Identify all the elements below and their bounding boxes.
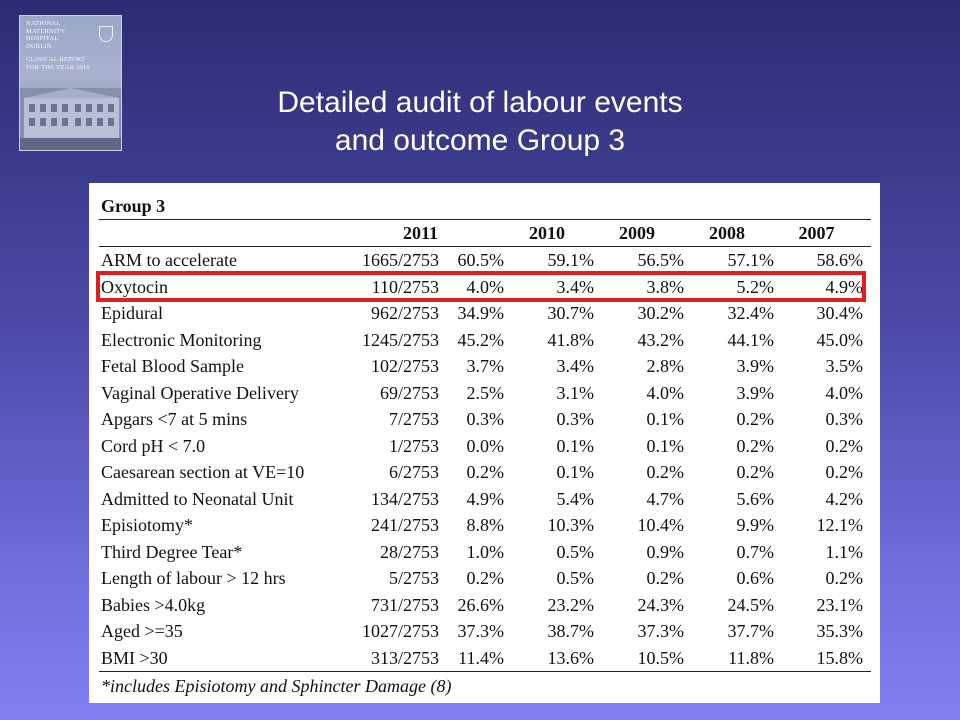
cell-p2011: 26.6% xyxy=(457,594,504,615)
cell-label: BMI >30 xyxy=(101,647,168,668)
cell-frac: 28/2753 xyxy=(379,541,439,562)
cell-frac: 5/2753 xyxy=(388,568,439,588)
cell-p2008: 0.7% xyxy=(736,541,774,562)
table-footnote: *includes Episiotomy and Sphincter Damage (8) xyxy=(101,676,452,696)
table-body xyxy=(99,247,871,671)
cell-p2008: 0.2% xyxy=(736,462,774,482)
cell-p2011: 0.3% xyxy=(466,409,504,429)
table-row xyxy=(99,618,871,645)
cell-p2009: 0.1% xyxy=(646,409,684,429)
cover-subtitle-line: FOR THE YEAR 2010 xyxy=(26,63,90,71)
cell-p2009: 10.4% xyxy=(637,515,684,535)
cell-frac: 962/2753 xyxy=(370,303,439,323)
cell-label: Length of labour > 12 hrs xyxy=(101,568,286,588)
cell-p2011: 60.5% xyxy=(457,250,504,270)
header-cell xyxy=(99,220,502,246)
cell-p2007: 4.2% xyxy=(825,488,863,509)
cell-p2007: 0.3% xyxy=(825,409,863,429)
cell-p2008: 44.1% xyxy=(727,329,774,350)
cell-p2008: 32.4% xyxy=(727,303,774,323)
cell-p2010: 30.7% xyxy=(547,303,594,323)
cell-label: Electronic Monitoring xyxy=(101,329,262,350)
cell-label: Episiotomy* xyxy=(101,515,194,535)
cell-frac: 241/2753 xyxy=(370,515,439,535)
cell-p2011: 4.0% xyxy=(466,276,504,297)
cell-p2010: 5.4% xyxy=(556,488,594,509)
cell-p2007: 30.4% xyxy=(816,303,863,323)
cell-p2011: 4.9% xyxy=(466,488,504,509)
cell-p2009: 0.1% xyxy=(646,435,684,456)
cell-p2011: 0.2% xyxy=(466,462,504,482)
header-year-2008: 2008 xyxy=(709,223,745,243)
cell-p2011: 11.4% xyxy=(458,647,504,668)
cell-frac: 6/2753 xyxy=(388,462,439,482)
cell-p2010: 13.6% xyxy=(547,647,594,668)
cell-p2009: 37.3% xyxy=(637,621,684,641)
cell-p2011: 45.2% xyxy=(457,329,504,350)
cell-p2007: 35.3% xyxy=(816,621,863,641)
cell-p2007: 15.8% xyxy=(816,647,863,668)
cell-p2009: 2.8% xyxy=(646,356,684,376)
cell-p2007: 3.5% xyxy=(825,356,863,376)
cell-frac: 69/2753 xyxy=(379,382,439,403)
cell-label: Caesarean section at VE=10 xyxy=(101,462,305,482)
table-row xyxy=(99,512,871,539)
cell-p2011: 3.7% xyxy=(466,356,504,376)
cell-label: Apgars <7 at 5 mins xyxy=(101,409,248,429)
header-year-2010: 2010 xyxy=(529,223,565,243)
audit-table xyxy=(99,193,871,700)
cell-p2009: 0.2% xyxy=(646,568,684,588)
slide-title xyxy=(180,84,780,160)
cell-p2007: 4.9% xyxy=(825,276,863,297)
cell-p2008: 0.2% xyxy=(736,435,774,456)
table-row xyxy=(99,645,871,672)
cell-p2011: 1.0% xyxy=(466,541,504,562)
slide-title-line-2: and outcome Group 3 xyxy=(334,124,626,157)
cell-label: Fetal Blood Sample xyxy=(101,356,244,376)
cell-p2007: 58.6% xyxy=(816,250,863,270)
cell-p2008: 24.5% xyxy=(727,594,774,615)
cell-p2009: 4.0% xyxy=(646,382,684,403)
cell-frac: 102/2753 xyxy=(370,356,439,376)
cell-p2011: 34.9% xyxy=(457,303,504,323)
cell-p2008: 0.2% xyxy=(736,409,774,429)
cell-p2009: 0.2% xyxy=(646,462,684,482)
cell-label: Vaginal Operative Delivery xyxy=(101,382,299,403)
table-row xyxy=(99,539,871,566)
table-row xyxy=(99,247,871,274)
cell-p2009: 56.5% xyxy=(637,250,684,270)
cell-frac: 110/2753 xyxy=(371,276,439,297)
cell-p2011: 2.5% xyxy=(466,382,504,403)
cell-frac: 313/2753 xyxy=(370,647,439,668)
cell-frac: 1027/2753 xyxy=(361,621,439,641)
cell-p2010: 0.1% xyxy=(556,435,594,456)
cell-p2011: 0.2% xyxy=(466,568,504,588)
crest-icon xyxy=(99,26,113,42)
cell-p2010: 41.8% xyxy=(547,329,594,350)
cell-p2008: 37.7% xyxy=(727,621,774,641)
report-cover-thumbnail xyxy=(19,15,122,151)
cell-frac: 134/2753 xyxy=(370,488,439,509)
header-year-2009: 2009 xyxy=(619,223,655,243)
cell-p2008: 5.2% xyxy=(736,276,774,297)
cell-p2010: 59.1% xyxy=(547,250,594,270)
cell-p2010: 0.5% xyxy=(556,568,594,588)
cell-p2007: 12.1% xyxy=(816,515,863,535)
table-row xyxy=(99,433,871,460)
cell-p2009: 0.9% xyxy=(646,541,684,562)
table-row xyxy=(99,380,871,407)
header-year-2011: 2011 xyxy=(402,223,438,243)
cell-label: Babies >4.0kg xyxy=(101,594,206,615)
cell-label: Admitted to Neonatal Unit xyxy=(101,488,294,509)
cover-title-line: HOSPITAL xyxy=(26,35,59,42)
cell-p2010: 23.2% xyxy=(547,594,594,615)
cell-p2009: 30.2% xyxy=(637,303,684,323)
cell-p2008: 9.9% xyxy=(736,515,774,535)
cell-p2010: 10.3% xyxy=(547,515,594,535)
table-row xyxy=(99,565,871,592)
table-row xyxy=(99,353,871,380)
header-year-2007: 2007 xyxy=(798,223,835,243)
row-highlight-box xyxy=(96,271,866,302)
audit-table-panel xyxy=(89,183,880,703)
cell-p2009: 4.7% xyxy=(646,488,684,509)
table-row xyxy=(99,486,871,513)
cell-label: Epidural xyxy=(101,303,163,323)
table-header-row xyxy=(99,220,871,246)
hospital-building-image xyxy=(20,88,122,151)
cell-p2011: 37.3% xyxy=(457,621,504,641)
table-group-label: Group 3 xyxy=(101,196,166,216)
table-row xyxy=(99,300,871,327)
table-row xyxy=(99,406,871,433)
cell-p2007: 0.2% xyxy=(825,462,863,482)
cell-p2010: 0.5% xyxy=(556,541,594,562)
table-row xyxy=(99,459,871,486)
cell-frac: 731/2753 xyxy=(370,594,439,615)
cover-title-line: NATIONAL xyxy=(26,20,61,27)
cell-p2007: 0.2% xyxy=(825,435,863,456)
cell-p2008: 0.6% xyxy=(736,568,774,588)
cell-label: Third Degree Tear* xyxy=(101,541,243,562)
cover-title-line: MATERNITY xyxy=(26,27,66,35)
cell-p2007: 0.2% xyxy=(825,568,863,588)
cell-p2007: 4.0% xyxy=(825,382,863,403)
cell-label: ARM to accelerate xyxy=(101,250,237,270)
cell-p2008: 3.9% xyxy=(736,356,774,376)
cover-subtitle-line: CLINICAL REPORT xyxy=(26,56,86,63)
table-row xyxy=(99,592,871,619)
cell-p2009: 43.2% xyxy=(637,329,684,350)
cover-title-line: DUBLIN xyxy=(26,42,52,50)
slide-title-line-1: Detailed audit of labour events xyxy=(277,86,683,119)
cell-p2007: 45.0% xyxy=(816,329,863,350)
cell-p2008: 11.8% xyxy=(728,647,774,668)
cover-text xyxy=(26,20,96,71)
cell-p2007: 1.1% xyxy=(825,541,863,562)
cell-p2007: 23.1% xyxy=(816,594,863,615)
cell-p2010: 3.4% xyxy=(556,276,594,297)
table-row xyxy=(99,327,871,354)
cell-frac: 7/2753 xyxy=(388,409,439,429)
cell-frac: 1245/2753 xyxy=(361,329,439,350)
cell-p2009: 24.3% xyxy=(637,594,684,615)
cell-frac: 1665/2753 xyxy=(361,250,439,270)
cell-p2011: 8.8% xyxy=(466,515,504,535)
cell-label: Cord pH < 7.0 xyxy=(101,435,206,456)
cell-frac: 1/2753 xyxy=(388,435,439,456)
cell-p2010: 3.4% xyxy=(556,356,594,376)
cell-p2008: 5.6% xyxy=(736,488,774,509)
cell-p2010: 0.1% xyxy=(556,462,594,482)
cell-label: Oxytocin xyxy=(101,276,168,297)
cell-p2009: 3.8% xyxy=(646,276,684,297)
cover-subtitle xyxy=(26,56,96,71)
cell-p2011: 0.0% xyxy=(466,435,504,456)
cell-p2010: 38.7% xyxy=(547,621,594,641)
cell-p2008: 3.9% xyxy=(736,382,774,403)
cell-p2008: 57.1% xyxy=(727,250,774,270)
cell-label: Aged >=35 xyxy=(101,621,183,641)
cell-p2010: 0.3% xyxy=(556,409,594,429)
cell-p2010: 3.1% xyxy=(556,382,594,403)
cell-p2009: 10.5% xyxy=(637,647,684,668)
